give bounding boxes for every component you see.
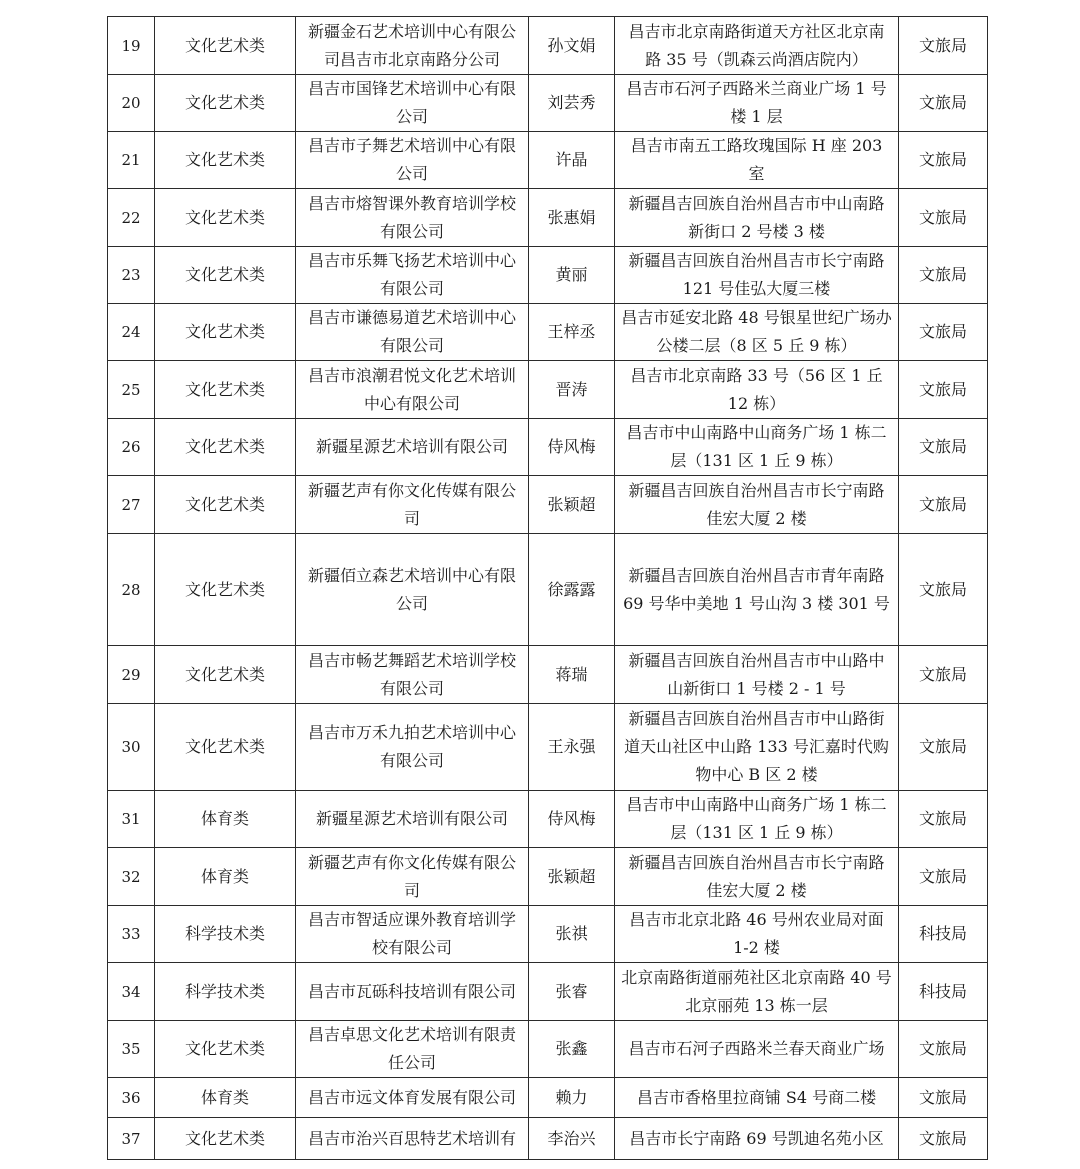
department-cell: 文旅局 [899,361,988,419]
address-cell: 昌吉市南五工路玫瑰国际 H 座 203 室 [615,132,899,189]
table-row [108,646,988,704]
row-number: 29 [108,646,155,704]
department-cell: 文旅局 [899,848,988,906]
row-number: 19 [108,17,155,75]
row-number: 35 [108,1021,155,1078]
contact-person-cell: 孙文娟 [529,17,615,75]
table-row [108,132,988,189]
row-number: 32 [108,848,155,906]
category-cell: 文化艺术类 [155,1021,296,1078]
address-cell: 新疆昌吉回族自治州昌吉市中山路中山新街口 1 号楼 2 - 1 号 [615,646,899,704]
organization-cell: 昌吉市治兴百思特艺术培训有 [296,1118,529,1160]
organization-cell: 昌吉市谦德易道艺术培训中心有限公司 [296,304,529,361]
table-row [108,1078,988,1118]
row-number: 33 [108,906,155,963]
row-number: 21 [108,132,155,189]
department-cell: 文旅局 [899,189,988,247]
address-cell: 昌吉市石河子西路米兰春天商业广场 [615,1021,899,1078]
organization-cell: 昌吉市万禾九拍艺术培训中心有限公司 [296,704,529,791]
department-cell: 科技局 [899,906,988,963]
contact-person-cell: 刘芸秀 [529,75,615,132]
registry-table [107,16,988,1160]
department-cell: 文旅局 [899,1078,988,1118]
department-cell: 文旅局 [899,1021,988,1078]
table-row [108,906,988,963]
address-cell: 昌吉市中山南路中山商务广场 1 栋二层（131 区 1 丘 9 栋） [615,791,899,848]
organization-cell: 昌吉市畅艺舞蹈艺术培训学校有限公司 [296,646,529,704]
contact-person-cell: 晋涛 [529,361,615,419]
department-cell: 科技局 [899,963,988,1021]
table-row [108,75,988,132]
row-number: 37 [108,1118,155,1160]
row-number: 31 [108,791,155,848]
row-number: 27 [108,476,155,534]
table-row [108,1021,988,1078]
category-cell: 文化艺术类 [155,17,296,75]
organization-cell: 昌吉市子舞艺术培训中心有限公司 [296,132,529,189]
address-cell: 昌吉市延安北路 48 号银星世纪广场办公楼二层（8 区 5 丘 9 栋） [615,304,899,361]
address-cell: 新疆昌吉回族自治州昌吉市长宁南路佳宏大厦 2 楼 [615,476,899,534]
department-cell: 文旅局 [899,419,988,476]
category-cell: 文化艺术类 [155,534,296,646]
department-cell: 文旅局 [899,704,988,791]
organization-cell: 新疆星源艺术培训有限公司 [296,791,529,848]
table-row [108,189,988,247]
address-cell: 昌吉市中山南路中山商务广场 1 栋二层（131 区 1 丘 9 栋） [615,419,899,476]
organization-cell: 新疆金石艺术培训中心有限公司昌吉市北京南路分公司 [296,17,529,75]
category-cell: 文化艺术类 [155,646,296,704]
address-cell: 北京南路街道丽苑社区北京南路 40 号北京丽苑 13 栋一层 [615,963,899,1021]
row-number: 22 [108,189,155,247]
address-cell: 昌吉市北京南路街道天方社区北京南路 35 号（凯森云尚酒店院内） [615,17,899,75]
contact-person-cell: 侍风梅 [529,791,615,848]
department-cell: 文旅局 [899,534,988,646]
category-cell: 文化艺术类 [155,419,296,476]
row-number: 28 [108,534,155,646]
row-number: 25 [108,361,155,419]
address-cell: 昌吉市北京北路 46 号州农业局对面 1-2 楼 [615,906,899,963]
category-cell: 文化艺术类 [155,1118,296,1160]
contact-person-cell: 徐露露 [529,534,615,646]
organization-cell: 昌吉市瓦砾科技培训有限公司 [296,963,529,1021]
department-cell: 文旅局 [899,1118,988,1160]
contact-person-cell: 李治兴 [529,1118,615,1160]
contact-person-cell: 侍风梅 [529,419,615,476]
row-number: 23 [108,247,155,304]
contact-person-cell: 张鑫 [529,1021,615,1078]
department-cell: 文旅局 [899,476,988,534]
address-cell: 昌吉市北京南路 33 号（56 区 1 丘 12 栋） [615,361,899,419]
row-number: 34 [108,963,155,1021]
category-cell: 科学技术类 [155,963,296,1021]
contact-person-cell: 赖力 [529,1078,615,1118]
contact-person-cell: 蒋瑞 [529,646,615,704]
category-cell: 文化艺术类 [155,361,296,419]
table-row [108,534,988,646]
organization-cell: 昌吉卓思文化艺术培训有限责任公司 [296,1021,529,1078]
category-cell: 文化艺术类 [155,189,296,247]
organization-cell: 昌吉市智适应课外教育培训学校有限公司 [296,906,529,963]
address-cell: 新疆昌吉回族自治州昌吉市长宁南路佳宏大厦 2 楼 [615,848,899,906]
category-cell: 文化艺术类 [155,704,296,791]
address-cell: 昌吉市香格里拉商铺 S4 号商二楼 [615,1078,899,1118]
row-number: 24 [108,304,155,361]
address-cell: 新疆昌吉回族自治州昌吉市中山南路新街口 2 号楼 3 楼 [615,189,899,247]
category-cell: 科学技术类 [155,906,296,963]
category-cell: 文化艺术类 [155,247,296,304]
contact-person-cell: 张惠娟 [529,189,615,247]
organization-cell: 昌吉市乐舞飞扬艺术培训中心有限公司 [296,247,529,304]
category-cell: 文化艺术类 [155,75,296,132]
table-row [108,476,988,534]
department-cell: 文旅局 [899,304,988,361]
table-row [108,963,988,1021]
table-row [108,361,988,419]
category-cell: 文化艺术类 [155,476,296,534]
table-row [108,704,988,791]
address-cell: 昌吉市石河子西路米兰商业广场 1 号楼 1 层 [615,75,899,132]
category-cell: 体育类 [155,848,296,906]
department-cell: 文旅局 [899,646,988,704]
department-cell: 文旅局 [899,247,988,304]
contact-person-cell: 张颖超 [529,848,615,906]
address-cell: 新疆昌吉回族自治州昌吉市中山路街道天山社区中山路 133 号汇嘉时代购物中心 B 区 2 楼 [615,704,899,791]
address-cell: 昌吉市长宁南路 69 号凯迪名苑小区 [615,1118,899,1160]
table-row [108,1118,988,1160]
contact-person-cell: 张睿 [529,963,615,1021]
table-row [108,791,988,848]
address-cell: 新疆昌吉回族自治州昌吉市青年南路 69 号华中美地 1 号山沟 3 楼 301 号 [615,534,899,646]
contact-person-cell: 王梓丞 [529,304,615,361]
contact-person-cell: 许晶 [529,132,615,189]
organization-cell: 昌吉市国锋艺术培训中心有限公司 [296,75,529,132]
department-cell: 文旅局 [899,132,988,189]
organization-cell: 新疆星源艺术培训有限公司 [296,419,529,476]
category-cell: 文化艺术类 [155,304,296,361]
organization-cell: 昌吉市远文体育发展有限公司 [296,1078,529,1118]
table-row [108,247,988,304]
organization-cell: 新疆艺声有你文化传媒有限公司 [296,476,529,534]
organization-cell: 昌吉市浪潮君悦文化艺术培训中心有限公司 [296,361,529,419]
row-number: 26 [108,419,155,476]
contact-person-cell: 王永强 [529,704,615,791]
registry-table-body [108,17,988,1160]
row-number: 36 [108,1078,155,1118]
organization-cell: 昌吉市熔智课外教育培训学校有限公司 [296,189,529,247]
registry-table-page [107,16,987,1160]
row-number: 30 [108,704,155,791]
category-cell: 体育类 [155,1078,296,1118]
organization-cell: 新疆艺声有你文化传媒有限公司 [296,848,529,906]
department-cell: 文旅局 [899,791,988,848]
table-row [108,419,988,476]
row-number: 20 [108,75,155,132]
category-cell: 体育类 [155,791,296,848]
table-row [108,304,988,361]
contact-person-cell: 黄丽 [529,247,615,304]
organization-cell: 新疆佰立森艺术培训中心有限公司 [296,534,529,646]
table-row [108,848,988,906]
address-cell: 新疆昌吉回族自治州昌吉市长宁南路 121 号佳弘大厦三楼 [615,247,899,304]
contact-person-cell: 张颖超 [529,476,615,534]
department-cell: 文旅局 [899,75,988,132]
table-row [108,17,988,75]
department-cell: 文旅局 [899,17,988,75]
category-cell: 文化艺术类 [155,132,296,189]
contact-person-cell: 张祺 [529,906,615,963]
